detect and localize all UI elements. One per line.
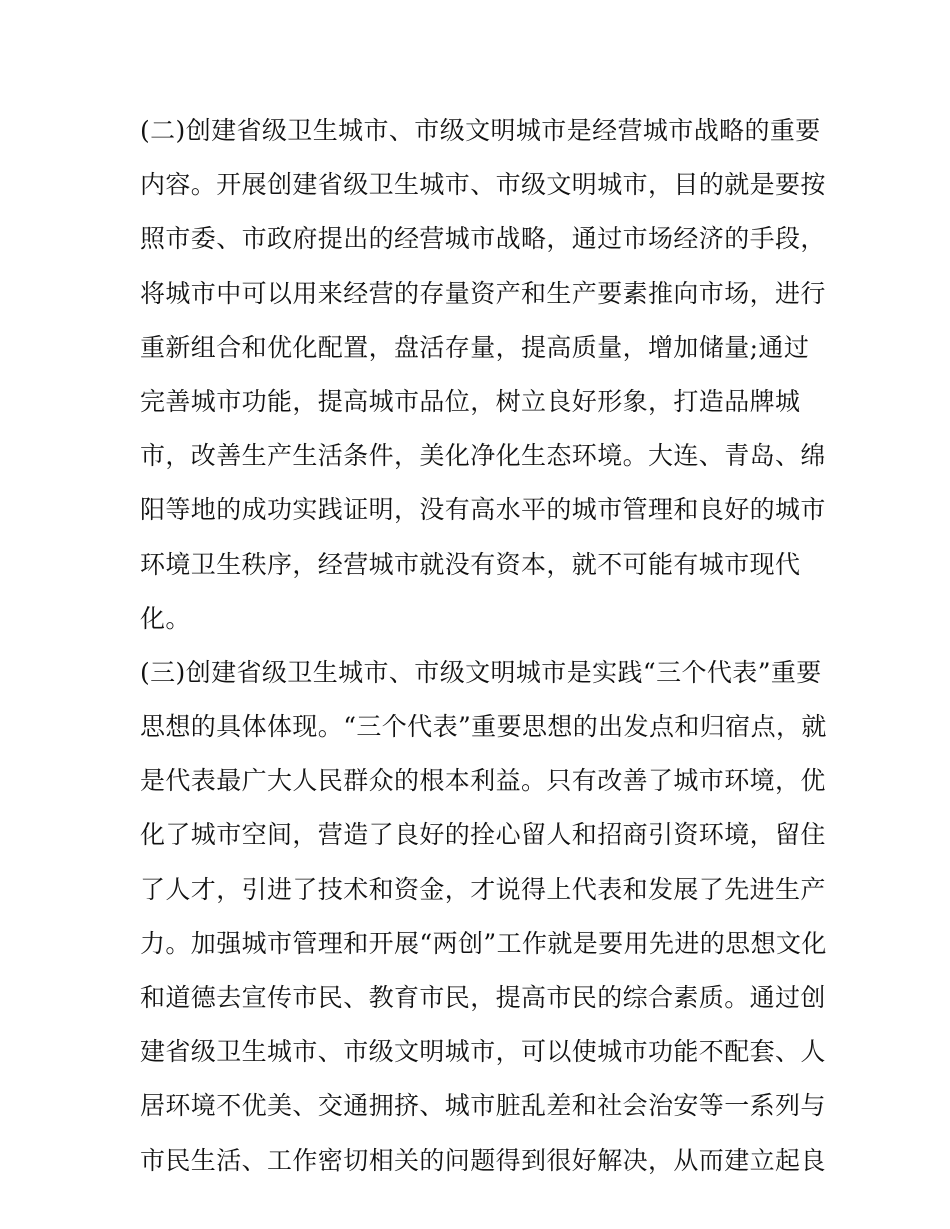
text-line: 环境卫生秩序，经营城市就没有资本，就不可能有城市现代 [140, 549, 801, 579]
text-line: 思想的具体体现。“三个代表”重要思想的出发点和归宿点，就 [140, 712, 827, 742]
text-line: 建省级卫生城市、市级文明城市，可以使城市功能不配套、人 [140, 1037, 826, 1067]
text-line: 市民生活、工作密切相关的问题得到很好解决，从而建立起良 [140, 1145, 826, 1175]
text-line: (三)创建省级卫生城市、市级文明城市是实践“三个代表”重要 [140, 657, 822, 687]
text-line: 化。 [140, 603, 191, 633]
text-line: 照市委、市政府提出的经营城市战略，通过市场经济的手段， [140, 224, 826, 254]
text-line: 化了城市空间，营造了良好的拴心留人和招商引资环境，留住 [140, 820, 826, 850]
text-line: 内容。开展创建省级卫生城市、市级文明城市，目的就是要按 [140, 170, 826, 200]
text-line: 力。加强城市管理和开展“两创”工作就是要用先进的思想文化 [140, 928, 827, 958]
text-line: 了人才，引进了技术和资金，才说得上代表和发展了先进生产 [140, 874, 826, 904]
text-line: 完善城市功能，提高城市品位，树立良好形象，打造品牌城 [140, 386, 801, 416]
text-line: (二)创建省级卫生城市、市级文明城市是经营城市战略的重要 [140, 116, 821, 145]
text-line: 是代表最广大人民群众的根本利益。只有改善了城市环境，优 [140, 766, 826, 796]
text-line: 重新组合和优化配置，盘活存量，提高质量，增加储量;通过 [140, 332, 810, 362]
text-line: 市，改善生产生活条件，美化净化生态环境。大连、青岛、绵 [140, 441, 826, 471]
body-text [140, 104, 827, 1188]
text-line: 居环境不优美、交通拥挤、城市脏乱差和社会治安等一系列与 [140, 1091, 826, 1121]
text-line: 和道德去宣传市民、教育市民，提高市民的综合素质。通过创 [140, 983, 826, 1012]
text-line: 将城市中可以用来经营的存量资产和生产要素推向市场，进行 [140, 278, 826, 308]
text-line: 阳等地的成功实践证明，没有高水平的城市管理和良好的城市 [140, 495, 826, 525]
